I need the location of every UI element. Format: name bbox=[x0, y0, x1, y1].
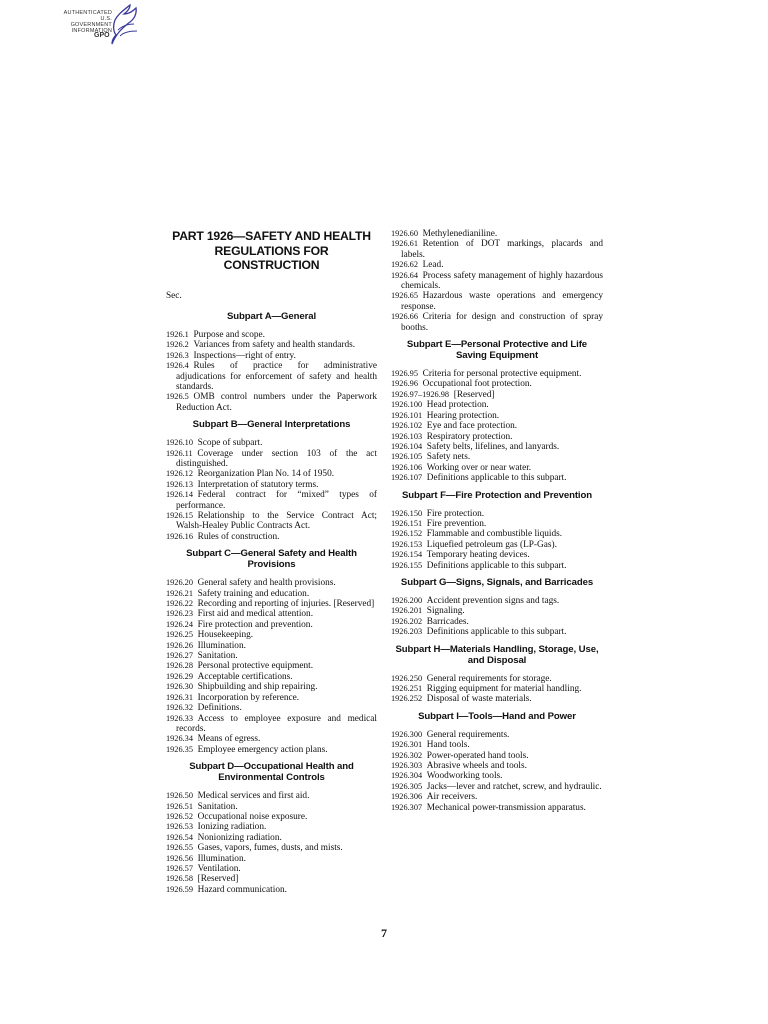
logo-text bbox=[60, 10, 112, 34]
section-number: 1926.54 bbox=[166, 832, 193, 842]
section-number: 1926.32 bbox=[166, 703, 193, 713]
section-title: Retention of DOT markings, placards and labels. bbox=[401, 239, 603, 260]
section-number: 1926.105 bbox=[391, 452, 423, 462]
section-number: 1926.100 bbox=[391, 400, 423, 410]
section-entry bbox=[391, 421, 603, 431]
section-entry bbox=[391, 792, 603, 802]
section-title: Acceptable certifications. bbox=[197, 671, 293, 682]
section-entry bbox=[166, 874, 377, 884]
subpart-heading: Subpart I—Tools—Hand and Power bbox=[418, 710, 576, 722]
section-entry bbox=[391, 561, 603, 571]
section-title: Signaling. bbox=[426, 606, 465, 617]
logo-line-2: U.S. GOVERNMENT bbox=[70, 16, 112, 28]
section-entry bbox=[166, 672, 377, 682]
section-entry bbox=[166, 833, 377, 843]
section-entry bbox=[166, 490, 377, 511]
section-number: 1926.151 bbox=[391, 518, 423, 528]
subpart-heading: Subpart F—Fire Protection and Prevention bbox=[401, 489, 593, 501]
section-entry bbox=[391, 617, 603, 627]
section-entry bbox=[166, 330, 377, 340]
section-entry bbox=[391, 473, 603, 483]
section-number: 1926.200 bbox=[391, 595, 423, 605]
section-title: Hearing protection. bbox=[426, 410, 500, 421]
section-number: 1926.24 bbox=[166, 619, 193, 629]
section-title: Lead. bbox=[422, 260, 444, 271]
section-number: 1926.61 bbox=[391, 239, 418, 249]
section-entry bbox=[391, 550, 603, 560]
section-entry bbox=[391, 694, 603, 704]
section-entry bbox=[391, 519, 603, 529]
section-number: 1926.302 bbox=[391, 750, 423, 760]
section-number: 1926.15 bbox=[166, 511, 193, 520]
section-number: 1926.62 bbox=[391, 260, 418, 270]
section-number: 1926.251 bbox=[391, 684, 423, 693]
section-title: Shipbuilding and ship repairing. bbox=[197, 682, 318, 693]
section-entry bbox=[166, 843, 377, 853]
section-number: 1926.56 bbox=[166, 853, 193, 863]
section-title: Definitions applicable to this subpart. bbox=[426, 627, 567, 638]
section-title: Definitions applicable to this subpart. bbox=[426, 473, 567, 484]
section-title: Hazard communication. bbox=[197, 884, 287, 895]
section-title: Illumination. bbox=[197, 640, 246, 651]
section-entry bbox=[391, 432, 603, 442]
section-title: [Reserved] bbox=[197, 874, 239, 885]
section-entry bbox=[166, 351, 377, 361]
section-title: Employee emergency action plans. bbox=[197, 744, 328, 755]
section-number: 1926.96 bbox=[391, 379, 418, 389]
section-title: Definitions. bbox=[197, 703, 242, 714]
section-number: 1926.33 bbox=[166, 713, 193, 723]
right-column bbox=[391, 229, 603, 813]
section-title: Flammable and combustible liquids. bbox=[426, 529, 563, 540]
section-entry bbox=[166, 641, 377, 651]
section-title: Fire protection and prevention. bbox=[197, 619, 313, 630]
subpart-heading: Subpart H—Materials Handling, Storage, Use, and Disposal bbox=[395, 643, 599, 666]
section-number: 1926.103 bbox=[391, 431, 423, 441]
section-entry bbox=[391, 239, 603, 260]
section-title: Rigging equipment for material handling. bbox=[426, 684, 582, 694]
section-number: 1926.303 bbox=[391, 761, 423, 771]
section-title: Incorporation by reference. bbox=[197, 692, 300, 703]
section-title: Sanitation. bbox=[197, 651, 238, 662]
section-title: Air receivers. bbox=[426, 792, 478, 803]
section-entry bbox=[166, 864, 377, 874]
section-title: First aid and medical attention. bbox=[197, 609, 314, 620]
section-title: Ventilation. bbox=[197, 863, 241, 874]
section-entry bbox=[391, 411, 603, 421]
logo-line-3: INFORMATION bbox=[71, 28, 112, 34]
section-title: Medical services and first aid. bbox=[197, 791, 310, 802]
section-entry bbox=[166, 693, 377, 703]
section-entry bbox=[391, 291, 603, 312]
section-entry bbox=[391, 684, 603, 694]
section-number: 1926.95 bbox=[391, 369, 418, 379]
section-number: 1926.53 bbox=[166, 822, 193, 832]
section-entry bbox=[166, 609, 377, 619]
section-number: 1926.3 bbox=[166, 350, 189, 360]
section-entry bbox=[391, 596, 603, 606]
section-title: Scope of subpart. bbox=[197, 438, 263, 449]
section-entry bbox=[166, 682, 377, 692]
section-number: 1926.2 bbox=[166, 340, 189, 350]
section-number: 1926.300 bbox=[391, 729, 423, 739]
section-number: 1926.203 bbox=[391, 627, 423, 637]
section-entry bbox=[391, 463, 603, 473]
section-entry bbox=[391, 606, 603, 616]
section-title: Woodworking tools. bbox=[426, 771, 503, 782]
section-entry bbox=[166, 449, 377, 470]
subpart-heading: Subpart B—General Interpretations bbox=[192, 419, 351, 431]
section-title: Personal protective equipment. bbox=[197, 661, 314, 672]
section-title: Rules of construction. bbox=[197, 531, 280, 542]
section-entry bbox=[391, 751, 603, 761]
section-title: Fire prevention. bbox=[426, 518, 487, 529]
section-number: 1926.152 bbox=[391, 529, 423, 539]
section-entry bbox=[166, 480, 377, 490]
section-number: 1926.66 bbox=[391, 312, 418, 322]
section-entry bbox=[166, 854, 377, 864]
section-title: Working over or near water. bbox=[426, 462, 532, 473]
section-entry bbox=[166, 791, 377, 801]
section-entry bbox=[166, 392, 377, 413]
section-entry bbox=[391, 400, 603, 410]
section-number: 1926.34 bbox=[166, 734, 193, 744]
section-title: Process safety management of highly hazardous chemicals. bbox=[401, 270, 603, 292]
section-title: Power-operated hand tools. bbox=[426, 750, 529, 761]
section-title: Housekeeping. bbox=[197, 630, 254, 641]
section-title: [Reserved] bbox=[453, 389, 495, 400]
section-entry bbox=[166, 578, 377, 588]
section-title: Disposal of waste materials. bbox=[426, 694, 532, 705]
section-title: Abrasive wheels and tools. bbox=[426, 761, 527, 772]
section-number: 1926.201 bbox=[391, 606, 423, 616]
section-title: Hand tools. bbox=[426, 740, 470, 751]
section-title: General requirements for storage. bbox=[426, 673, 552, 684]
section-number: 1926.35 bbox=[166, 744, 193, 754]
section-entry bbox=[391, 312, 603, 333]
section-entry bbox=[166, 438, 377, 448]
section-entry bbox=[166, 532, 377, 542]
subpart-heading: Subpart A—General bbox=[226, 310, 317, 322]
section-number: 1926.23 bbox=[166, 609, 193, 619]
section-entry bbox=[391, 379, 603, 389]
section-entry bbox=[391, 540, 603, 550]
section-entry bbox=[391, 271, 603, 292]
section-title: General safety and health provisions. bbox=[197, 578, 336, 589]
section-number: 1926.4 bbox=[166, 361, 189, 371]
section-number: 1926.106 bbox=[391, 462, 423, 472]
section-title: Recording and reporting of injuries. [Reserved] bbox=[197, 599, 375, 610]
section-number: 1926.301 bbox=[391, 740, 423, 750]
section-entry bbox=[391, 529, 603, 539]
section-entry bbox=[166, 822, 377, 832]
right-column-continued-entries bbox=[391, 229, 603, 333]
section-entry bbox=[166, 361, 377, 392]
section-entry bbox=[391, 782, 603, 792]
section-title: Jacks—lever and ratchet, screw, and hydraulic. bbox=[426, 781, 602, 792]
section-number: 1926.101 bbox=[391, 410, 423, 420]
section-number: 1926.29 bbox=[166, 671, 193, 681]
gpo-authentication-logo bbox=[60, 4, 144, 46]
section-number: 1926.250 bbox=[391, 673, 423, 683]
section-title: Methylenedianiline. bbox=[422, 229, 498, 239]
section-title: Inspections—right of entry. bbox=[193, 350, 296, 361]
section-title: Interpretation of statutory terms. bbox=[197, 479, 319, 490]
logo-line-1: AUTHENTICATED bbox=[63, 10, 112, 16]
section-title: Variances from safety and health standards. bbox=[193, 340, 356, 351]
sec-label: Sec. bbox=[166, 290, 182, 301]
section-number: 1926.30 bbox=[166, 682, 193, 692]
section-title: Occupational noise exposure. bbox=[197, 811, 308, 822]
section-entry bbox=[166, 812, 377, 822]
section-entry bbox=[391, 730, 603, 740]
section-title: Criteria for personal protective equipment. bbox=[422, 369, 582, 380]
section-title: Nonionizing radiation. bbox=[197, 832, 282, 843]
section-entry bbox=[166, 703, 377, 713]
section-entry bbox=[391, 509, 603, 519]
section-entry bbox=[391, 260, 603, 270]
section-entry bbox=[391, 761, 603, 771]
section-title: Ionizing radiation. bbox=[197, 822, 267, 833]
section-entry bbox=[391, 771, 603, 781]
section-number: 1926.60 bbox=[391, 229, 418, 238]
section-title: Purpose and scope. bbox=[193, 329, 266, 340]
left-column-subparts bbox=[166, 311, 377, 895]
section-entry bbox=[391, 740, 603, 750]
section-title: Means of egress. bbox=[197, 734, 261, 745]
subpart-heading: Subpart C—General Safety and Health Provisions bbox=[186, 548, 357, 571]
subpart-heading: Subpart E—Personal Protective and Life Saving Equipment bbox=[406, 339, 588, 362]
section-number: 1926.22 bbox=[166, 599, 193, 609]
section-number: 1926.97–1926.98 bbox=[391, 389, 450, 399]
section-number: 1926.107 bbox=[391, 473, 423, 483]
section-title: Criteria for design and construction of spray booths. bbox=[401, 312, 603, 333]
section-title: Federal contract for “mixed” types of performance. bbox=[176, 490, 377, 511]
section-entry bbox=[166, 630, 377, 640]
section-number: 1926.57 bbox=[166, 863, 193, 873]
section-title: Eye and face protection. bbox=[426, 421, 518, 432]
section-number: 1926.52 bbox=[166, 811, 193, 821]
section-number: 1926.58 bbox=[166, 874, 193, 884]
section-title: Safety training and education. bbox=[197, 588, 310, 599]
section-entry bbox=[166, 745, 377, 755]
section-title: Safety nets. bbox=[426, 452, 471, 463]
section-number: 1926.64 bbox=[391, 270, 418, 280]
section-number: 1926.13 bbox=[166, 479, 193, 489]
section-number: 1926.252 bbox=[391, 694, 423, 704]
section-entry bbox=[166, 734, 377, 744]
section-title: Gases, vapors, fumes, dusts, and mists. bbox=[197, 843, 343, 854]
section-number: 1926.102 bbox=[391, 421, 423, 431]
section-title: Illumination. bbox=[197, 853, 246, 864]
section-number: 1926.155 bbox=[391, 560, 423, 570]
section-number: 1926.25 bbox=[166, 630, 193, 640]
section-title: Sanitation. bbox=[197, 801, 238, 812]
section-title: Temporary heating devices. bbox=[426, 550, 530, 561]
section-entry bbox=[166, 620, 377, 630]
section-number: 1926.50 bbox=[166, 791, 193, 801]
section-number: 1926.1 bbox=[166, 329, 189, 339]
section-title: Coverage under section 103 of the act distinguished. bbox=[176, 448, 377, 469]
section-entry bbox=[391, 627, 603, 637]
section-number: 1926.65 bbox=[391, 291, 418, 301]
section-number: 1926.20 bbox=[166, 578, 193, 588]
section-title: Barricades. bbox=[426, 616, 469, 627]
eagle-icon bbox=[106, 4, 142, 48]
section-number: 1926.10 bbox=[166, 438, 193, 448]
section-title: Hazardous waste operations and emergency response. bbox=[401, 291, 603, 312]
part-title: PART 1926—SAFETY AND HEALTH REGULATIONS FOR CONSTRUCTION bbox=[172, 229, 371, 272]
section-number: 1926.306 bbox=[391, 792, 423, 802]
section-entry bbox=[166, 651, 377, 661]
left-column bbox=[166, 229, 377, 895]
section-number: 1926.154 bbox=[391, 550, 423, 560]
section-entry bbox=[166, 340, 377, 350]
section-title: Rules of practice for administrative adjudications for enforcement of safety and health standards. bbox=[176, 361, 377, 392]
section-title: Occupational foot protection. bbox=[422, 379, 532, 390]
section-number: 1926.27 bbox=[166, 651, 193, 661]
section-title: Fire protection. bbox=[426, 508, 485, 519]
section-number: 1926.202 bbox=[391, 616, 423, 626]
section-number: 1926.26 bbox=[166, 640, 193, 650]
section-title: Reorganization Plan No. 14 of 1950. bbox=[197, 469, 335, 480]
section-title: Mechanical power-transmission apparatus. bbox=[426, 802, 586, 813]
section-title: OMB control numbers under the Paperwork Reduction Act. bbox=[176, 392, 377, 413]
section-entry bbox=[391, 674, 603, 684]
section-title: Respiratory protection. bbox=[426, 431, 513, 442]
section-entry bbox=[166, 589, 377, 599]
logo-gpo-text: GPO bbox=[94, 32, 110, 39]
section-entry bbox=[391, 442, 603, 452]
section-number: 1926.5 bbox=[166, 392, 189, 402]
section-number: 1926.305 bbox=[391, 781, 423, 791]
section-entry bbox=[166, 511, 377, 532]
section-number: 1926.104 bbox=[391, 441, 423, 451]
section-entry bbox=[166, 714, 377, 735]
subpart-heading: Subpart G—Signs, Signals, and Barricades bbox=[400, 576, 594, 588]
section-entry bbox=[391, 390, 603, 400]
section-entry bbox=[166, 885, 377, 895]
section-entry bbox=[166, 599, 377, 609]
section-entry bbox=[166, 469, 377, 479]
section-title: Access to employee exposure and medical records. bbox=[176, 713, 377, 734]
section-entry bbox=[391, 452, 603, 462]
section-number: 1926.12 bbox=[166, 469, 193, 479]
section-number: 1926.153 bbox=[391, 539, 423, 549]
section-title: Definitions applicable to this subpart. bbox=[426, 560, 567, 571]
section-title: Head protection. bbox=[426, 400, 489, 411]
section-number: 1926.59 bbox=[166, 884, 193, 894]
section-number: 1926.150 bbox=[391, 508, 423, 518]
section-entry bbox=[391, 803, 603, 813]
section-title: Safety belts, lifelines, and lanyards. bbox=[426, 441, 560, 452]
section-number: 1926.55 bbox=[166, 843, 193, 853]
page-number: 7 bbox=[381, 926, 387, 940]
section-number: 1926.51 bbox=[166, 801, 193, 811]
section-number: 1926.11 bbox=[166, 448, 193, 458]
section-number: 1926.21 bbox=[166, 588, 193, 598]
section-number: 1926.14 bbox=[166, 490, 193, 500]
section-title: General requirements. bbox=[426, 729, 510, 740]
section-number: 1926.28 bbox=[166, 661, 193, 671]
section-number: 1926.31 bbox=[166, 692, 193, 702]
section-number: 1926.307 bbox=[391, 802, 423, 812]
section-title: Accident prevention signs and tags. bbox=[426, 595, 560, 606]
section-entry bbox=[166, 661, 377, 671]
section-number: 1926.304 bbox=[391, 771, 423, 781]
right-column-subparts bbox=[391, 339, 603, 813]
section-title: Relationship to the Service Contract Act; Walsh-Healey Public Contracts Act. bbox=[176, 511, 377, 532]
section-title: Liquefied petroleum gas (LP-Gas). bbox=[426, 539, 557, 550]
section-entry bbox=[391, 229, 603, 239]
subpart-heading: Subpart D—Occupational Health and Environmental Controls bbox=[189, 761, 354, 784]
section-entry bbox=[391, 369, 603, 379]
section-number: 1926.16 bbox=[166, 531, 193, 541]
section-entry bbox=[166, 802, 377, 812]
